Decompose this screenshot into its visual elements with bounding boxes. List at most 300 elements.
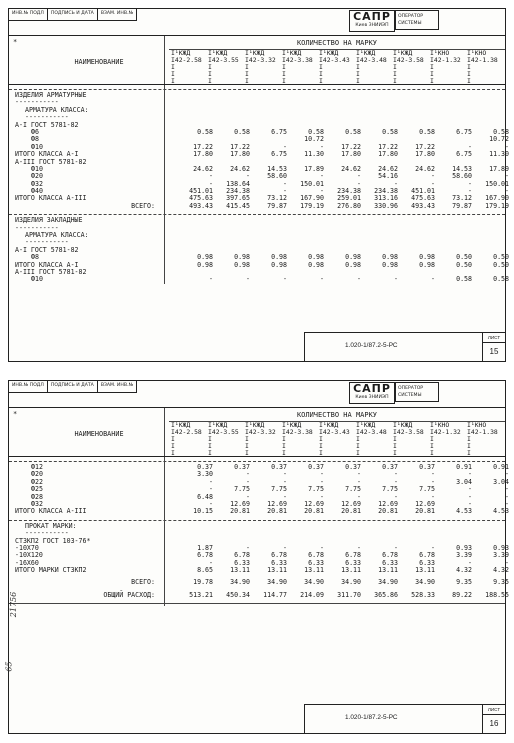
table-cell: 6.33 xyxy=(271,558,287,567)
column-header: I¹КЖД I42-3.43 I I I xyxy=(319,49,350,85)
table-cell: 4.53 xyxy=(456,507,472,516)
table-cell: 34.90 xyxy=(378,578,398,587)
row-label: ----------- xyxy=(25,113,69,122)
table-cell: 528.33 xyxy=(411,590,435,599)
margin-note: 21756 xyxy=(9,591,19,618)
table-cell: 12.69 xyxy=(304,499,324,508)
sheet-page-16 xyxy=(8,380,509,734)
table-header xyxy=(9,407,505,457)
table-cell: 0.50 xyxy=(493,253,509,262)
row-label: А-III ГОСТ 5781-82 xyxy=(15,157,87,166)
table-cell: 0.98 xyxy=(234,260,250,269)
row-label: А-III ГОСТ 5781-82 xyxy=(15,267,87,276)
table-cell: 167.90 xyxy=(300,194,324,203)
column-divider xyxy=(164,457,165,464)
table-cell: - xyxy=(505,492,509,501)
table-cell: 150.01 xyxy=(300,179,324,188)
row-label: ИЗДЕЛИЯ ЗАКЛАДНЫЕ xyxy=(15,216,83,225)
column-header: I¹КЖД I42-2.58 I I I xyxy=(171,421,202,457)
sapr-logo xyxy=(349,382,395,404)
table-cell: 0.37 xyxy=(345,463,361,471)
column-header: I¹КЖД I42-3.55 I I I xyxy=(208,49,239,85)
table-cell: 0.98 xyxy=(308,253,324,262)
table-cell: 330.96 xyxy=(374,201,398,210)
table-cell: 475.63 xyxy=(189,194,213,203)
table-cell: - xyxy=(505,558,509,567)
table-cell: 6.75 xyxy=(271,150,287,159)
sheet-number: 15 xyxy=(489,347,499,356)
column-divider xyxy=(164,114,165,121)
table-cell: 20.81 xyxy=(230,507,250,516)
table-cell: 8.65 xyxy=(197,566,213,575)
table-cell: 24.62 xyxy=(230,164,250,173)
table-cell: - xyxy=(320,142,324,151)
table-cell: 6.78 xyxy=(234,551,250,560)
section-heading xyxy=(9,239,505,246)
table-cell: - xyxy=(394,179,398,188)
table-cell: - xyxy=(431,275,435,284)
table-cell: - xyxy=(357,275,361,284)
table-cell: 3.04 xyxy=(456,477,472,486)
row-label: Ф10 xyxy=(31,164,43,173)
table-cell: 0.58 xyxy=(234,127,250,136)
stamp-header-cell: ПОДПИСЬ И ДАТА xyxy=(48,9,98,21)
system-label: СИСТЕМЫ xyxy=(398,21,422,26)
table-cell: 34.90 xyxy=(304,578,324,587)
table-row xyxy=(9,590,509,599)
table-cell: 12.69 xyxy=(378,499,398,508)
table-cell: 0.98 xyxy=(271,260,287,269)
table-cell: - xyxy=(431,477,435,486)
table-cell: 4.53 xyxy=(493,507,509,516)
column-header: I¹КЖД I42-3.55 I I I xyxy=(208,421,239,457)
row-label: ПРОКАТ МАРКИ: xyxy=(25,521,77,530)
table-cell: 0.98 xyxy=(382,260,398,269)
table-cell: - xyxy=(431,172,435,181)
table-cell: 17.22 xyxy=(230,142,250,151)
table-cell: 11.30 xyxy=(304,150,324,159)
table-cell: - xyxy=(505,142,509,151)
table-cell: 3.39 xyxy=(493,551,509,560)
row-label: Ф6 xyxy=(31,127,39,136)
column-divider xyxy=(164,269,165,276)
table-cell: 0.58 xyxy=(345,127,361,136)
row-label: Ф40 xyxy=(31,187,43,196)
sapr-title: САПР xyxy=(353,382,391,395)
operator-label: ОПЕРАТОР xyxy=(398,386,424,391)
column-header: I¹КНО I42-1.32 I I I xyxy=(430,421,461,457)
table-cell: 9.35 xyxy=(456,578,472,587)
table-cell: 20.81 xyxy=(378,507,398,516)
quantity-header: КОЛИЧЕСТВО НА МАРКУ xyxy=(169,39,505,50)
table-cell: 451.01 xyxy=(411,187,435,196)
table-cell: - xyxy=(468,558,472,567)
column-divider xyxy=(164,530,165,537)
table-cell: 10.72 xyxy=(304,135,324,144)
table-cell: - xyxy=(209,477,213,486)
margin-note: 65 xyxy=(4,661,14,672)
table-cell: 0.98 xyxy=(345,253,361,262)
table-cell: 14.53 xyxy=(452,164,472,173)
column-divider xyxy=(164,523,165,530)
operator-label: ОПЕРАТОР xyxy=(398,14,424,19)
table-cell: 0.98 xyxy=(197,260,213,269)
table-cell: 0.37 xyxy=(197,463,213,471)
table-cell: 365.86 xyxy=(374,590,398,599)
table-cell: 0.98 xyxy=(234,253,250,262)
section-heading xyxy=(9,523,505,530)
table-cell: 17.22 xyxy=(378,142,398,151)
table-cell: 0.93 xyxy=(456,543,472,552)
table-cell: 0.58 xyxy=(382,127,398,136)
table-cell: 17.22 xyxy=(341,142,361,151)
row-label: А-I ГОСТ 5781-82 xyxy=(15,245,79,254)
column-divider xyxy=(164,516,165,523)
table-cell: - xyxy=(209,485,213,494)
table-cell: - xyxy=(468,492,472,501)
table-cell: 167.90 xyxy=(485,194,509,203)
table-cell: 17.80 xyxy=(193,150,213,159)
table-cell: 0.98 xyxy=(271,253,287,262)
row-label: АРМАТУРА КЛАССА: xyxy=(25,231,89,240)
table-row xyxy=(9,201,509,210)
table-cell: - xyxy=(320,492,324,501)
table-cell: - xyxy=(468,485,472,494)
table-cell: 12.69 xyxy=(415,499,435,508)
table-row xyxy=(9,275,509,284)
table-cell: - xyxy=(209,179,213,188)
table-cell: - xyxy=(505,485,509,494)
table-cell: - xyxy=(283,477,287,486)
table-cell: 214.09 xyxy=(300,590,324,599)
table-cell: 1.87 xyxy=(197,543,213,552)
table-cell: - xyxy=(394,543,398,552)
table-cell: 0.58 xyxy=(419,127,435,136)
table-cell: 24.62 xyxy=(378,164,398,173)
stamp-header-cell: ПОДПИСЬ И ДАТА xyxy=(48,381,98,393)
sheet-number-box xyxy=(482,333,505,361)
row-label: Ф8 xyxy=(31,135,39,144)
table-cell: 12.69 xyxy=(230,499,250,508)
row-separator xyxy=(9,457,505,462)
table-row xyxy=(9,566,509,575)
table-cell: 9.35 xyxy=(493,578,509,587)
row-label: ИТОГО КЛАССА А-III xyxy=(15,507,87,516)
table-cell: 7.75 xyxy=(345,485,361,494)
table-cell: - xyxy=(394,477,398,486)
document-code: 1.020-1/87.2-5-РС xyxy=(345,342,398,349)
row-label: Ф10 xyxy=(31,142,43,151)
table-cell: 6.33 xyxy=(345,558,361,567)
section-heading xyxy=(9,114,505,121)
table-cell: 6.75 xyxy=(456,150,472,159)
table-cell: 0.91 xyxy=(456,463,472,471)
table-cell: 54.16 xyxy=(378,172,398,181)
row-label: А-I ГОСТ 5781-82 xyxy=(15,120,79,129)
table-cell: - xyxy=(357,492,361,501)
table-cell: - xyxy=(283,543,287,552)
table-cell: - xyxy=(246,172,250,181)
table-cell: 17.80 xyxy=(378,150,398,159)
table-cell: - xyxy=(209,558,213,567)
table-cell: - xyxy=(283,179,287,188)
table-cell: - xyxy=(246,543,250,552)
column-header: I¹КЖД I42-3.48 I I I xyxy=(356,421,387,457)
table-cell: - xyxy=(320,470,324,479)
row-label: АРМАТУРА КЛАССА: xyxy=(25,105,89,114)
table-body xyxy=(9,457,509,606)
table-cell: - xyxy=(283,492,287,501)
table-cell: 0.98 xyxy=(197,253,213,262)
table-cell: - xyxy=(357,543,361,552)
table-cell: 150.01 xyxy=(485,179,509,188)
row-label: ВСЕГО: xyxy=(131,201,155,210)
column-header: I¹КНО I42-1.38 I I I xyxy=(467,49,498,85)
table-cell: 234.38 xyxy=(337,187,361,196)
table-cell: 17.89 xyxy=(304,164,324,173)
table-cell: - xyxy=(505,499,509,508)
table-body xyxy=(9,85,509,284)
table-cell: 451.01 xyxy=(189,187,213,196)
sapr-title: САПР xyxy=(353,10,391,23)
stamp-header xyxy=(9,381,137,392)
table-cell: 12.69 xyxy=(267,499,287,508)
stamp-header-cell: ВЗАМ. ИНВ.№ xyxy=(98,381,137,393)
table-cell: 0.58 xyxy=(197,127,213,136)
row-label: Ф8 xyxy=(31,253,39,262)
table-cell: - xyxy=(209,275,213,284)
table-cell: 14.53 xyxy=(267,164,287,173)
table-cell: 6.33 xyxy=(382,558,398,567)
table-cell: 7.75 xyxy=(419,485,435,494)
column-divider xyxy=(164,122,165,129)
column-divider xyxy=(164,225,165,232)
row-separator xyxy=(9,85,505,90)
title-block xyxy=(304,332,505,361)
table-cell: 89.22 xyxy=(452,590,472,599)
column-header: I¹КЖД I42-3.48 I I I xyxy=(356,49,387,85)
row-label: Ф20 xyxy=(31,470,43,479)
table-cell: 6.33 xyxy=(419,558,435,567)
table-cell: 34.90 xyxy=(267,578,287,587)
table-cell: - xyxy=(320,172,324,181)
table-cell: 0.91 xyxy=(493,463,509,471)
row-separator xyxy=(9,599,505,604)
table-cell: 10.15 xyxy=(193,507,213,516)
column-divider xyxy=(164,247,165,254)
table-cell: 58.60 xyxy=(452,172,472,181)
table-cell: 58.60 xyxy=(267,172,287,181)
table-cell: 79.87 xyxy=(267,201,287,210)
row-label: ИТОГО КЛАССА А-III xyxy=(15,194,87,203)
table-cell: 188.55 xyxy=(485,590,509,599)
table-cell: - xyxy=(431,470,435,479)
row-label: Ф10 xyxy=(31,275,43,284)
section-heading xyxy=(9,92,505,99)
table-cell: 0.37 xyxy=(382,463,398,471)
document-code: 1.020-1/87.2-5-РС xyxy=(345,714,398,721)
row-label: ----------- xyxy=(15,98,59,107)
table-cell: 6.78 xyxy=(308,551,324,560)
table-cell: 20.81 xyxy=(415,507,435,516)
table-cell: 7.75 xyxy=(234,485,250,494)
table-cell: 6.78 xyxy=(419,551,435,560)
row-label: ИЗДЕЛИЯ АРМАТУРНЫЕ xyxy=(15,91,87,99)
table-cell: 259.01 xyxy=(337,194,361,203)
table-cell: 0.98 xyxy=(345,260,361,269)
row-label: ----------- xyxy=(25,529,69,538)
table-cell: 179.19 xyxy=(485,201,509,210)
table-cell: 114.77 xyxy=(263,590,287,599)
table-cell: - xyxy=(468,499,472,508)
table-cell: 12.69 xyxy=(341,499,361,508)
table-cell: 0.50 xyxy=(456,253,472,262)
table-cell: 7.75 xyxy=(308,485,324,494)
column-divider xyxy=(164,239,165,246)
table-cell: 17.89 xyxy=(489,164,509,173)
table-cell: 7.75 xyxy=(382,485,398,494)
table-cell: - xyxy=(468,470,472,479)
row-label: ИТОГО КЛАССА А-I xyxy=(15,150,79,159)
row-label: ----------- xyxy=(25,238,69,247)
table-cell: 513.21 xyxy=(189,590,213,599)
table-cell: - xyxy=(246,275,250,284)
row-label: Ф32 xyxy=(31,179,43,188)
stamp-header-cell: ИНВ.№ ПОДЛ xyxy=(9,381,48,393)
table-cell: 13.11 xyxy=(378,566,398,575)
table-cell: 234.38 xyxy=(226,187,250,196)
stamp-header-cell: ИНВ.№ ПОДЛ xyxy=(9,9,48,21)
column-header: I¹КЖД I42-3.38 I I I xyxy=(282,421,313,457)
table-cell: - xyxy=(283,470,287,479)
table-cell: 17.22 xyxy=(193,142,213,151)
table-cell: 493.43 xyxy=(189,201,213,210)
table-cell: 0.58 xyxy=(456,275,472,284)
table-row xyxy=(9,507,509,516)
table-cell: 13.11 xyxy=(341,566,361,575)
table-cell: - xyxy=(320,275,324,284)
column-divider xyxy=(164,210,165,217)
table-cell: - xyxy=(505,470,509,479)
table-cell: 3.04 xyxy=(493,477,509,486)
table-cell: 79.87 xyxy=(452,201,472,210)
row-label: -10Х120 xyxy=(15,551,43,560)
table-cell: 73.12 xyxy=(452,194,472,203)
sapr-subtitle: Киев ЗНИИЭП xyxy=(355,23,389,28)
row-label: Ф25 xyxy=(31,485,43,494)
column-divider xyxy=(164,159,165,166)
table-cell: 493.43 xyxy=(411,201,435,210)
name-column-header: НАИМЕНОВАНИЕ xyxy=(74,58,124,66)
table-cell: 24.62 xyxy=(341,164,361,173)
table-cell: - xyxy=(246,492,250,501)
table-cell: 6.78 xyxy=(382,551,398,560)
sapr-subtitle: Киев ЗНИИЭП xyxy=(355,395,389,400)
column-divider xyxy=(164,136,165,143)
table-cell: - xyxy=(468,142,472,151)
table-row xyxy=(9,578,509,587)
section-heading xyxy=(9,107,505,114)
table-cell: - xyxy=(394,470,398,479)
table-cell: - xyxy=(431,492,435,501)
table-cell: 6.78 xyxy=(271,551,287,560)
column-header: I¹КЖД I42-3.43 I I I xyxy=(319,421,350,457)
table-cell: 6.75 xyxy=(456,127,472,136)
sapr-logo xyxy=(349,10,395,32)
row-label: Ф12 xyxy=(31,463,43,471)
table-cell: 17.80 xyxy=(230,150,250,159)
column-header: I¹КЖД I42-3.38 I I I xyxy=(282,49,313,85)
table-cell: 0.58 xyxy=(493,127,509,136)
table-cell: 475.63 xyxy=(411,194,435,203)
table-cell: - xyxy=(209,172,213,181)
operator-box xyxy=(395,10,439,30)
column-header: I¹КЖД I42-3.58 I I I xyxy=(393,421,424,457)
table-cell: 17.80 xyxy=(415,150,435,159)
table-cell: 179.19 xyxy=(300,201,324,210)
table-row xyxy=(9,127,509,136)
table-cell: - xyxy=(431,179,435,188)
table-cell: 24.62 xyxy=(193,164,213,173)
table-cell: 34.90 xyxy=(415,578,435,587)
table-cell: 19.78 xyxy=(193,578,213,587)
table-cell: 0.37 xyxy=(271,463,287,471)
table-cell: - xyxy=(320,543,324,552)
column-divider xyxy=(164,85,165,92)
table-cell: 11.30 xyxy=(489,150,509,159)
table-cell: - xyxy=(357,172,361,181)
table-cell: 234.38 xyxy=(374,187,398,196)
table-header xyxy=(9,35,505,85)
table-cell: 10.72 xyxy=(489,135,509,144)
table-cell: 0.50 xyxy=(493,260,509,269)
table-cell: - xyxy=(283,275,287,284)
table-cell: 6.33 xyxy=(234,558,250,567)
quantity-header: КОЛИЧЕСТВО НА МАРКУ xyxy=(169,411,505,422)
table-cell: 0.98 xyxy=(382,253,398,262)
row-label: СТ3КП2 ГОСТ 103-76* xyxy=(15,536,91,545)
column-header: I¹КЖД I42-3.32 I I I xyxy=(245,49,276,85)
table-cell: 0.37 xyxy=(419,463,435,471)
table-cell: 415.45 xyxy=(226,201,250,210)
table-cell: - xyxy=(394,275,398,284)
column-divider xyxy=(164,232,165,239)
column-divider xyxy=(164,99,165,106)
table-cell: 24.62 xyxy=(415,164,435,173)
table-cell: 276.80 xyxy=(337,201,361,210)
table-cell: 20.81 xyxy=(304,507,324,516)
stamp-header xyxy=(9,9,137,20)
row-label: ИТОГО МАРКИ СТ3КП2 xyxy=(15,566,87,575)
row-label: Ф32 xyxy=(31,499,43,508)
table-cell: 6.48 xyxy=(197,492,213,501)
table-cell: 13.11 xyxy=(304,566,324,575)
table-cell: 6.75 xyxy=(271,127,287,136)
table-cell: - xyxy=(505,172,509,181)
column-header: I¹КЖД I42-3.32 I I I xyxy=(245,421,276,457)
table-cell: 6.33 xyxy=(308,558,324,567)
row-separator xyxy=(9,210,505,215)
table-cell: 4.32 xyxy=(456,566,472,575)
header-divider xyxy=(164,408,165,456)
sheet-number: 16 xyxy=(489,719,499,728)
table-cell: 0.37 xyxy=(234,463,250,471)
table-cell: 138.64 xyxy=(226,179,250,188)
table-cell: - xyxy=(357,179,361,188)
row-label: Ф22 xyxy=(31,477,43,486)
sheet-number-box xyxy=(482,705,505,733)
row-label: -10Х70 xyxy=(15,543,39,552)
